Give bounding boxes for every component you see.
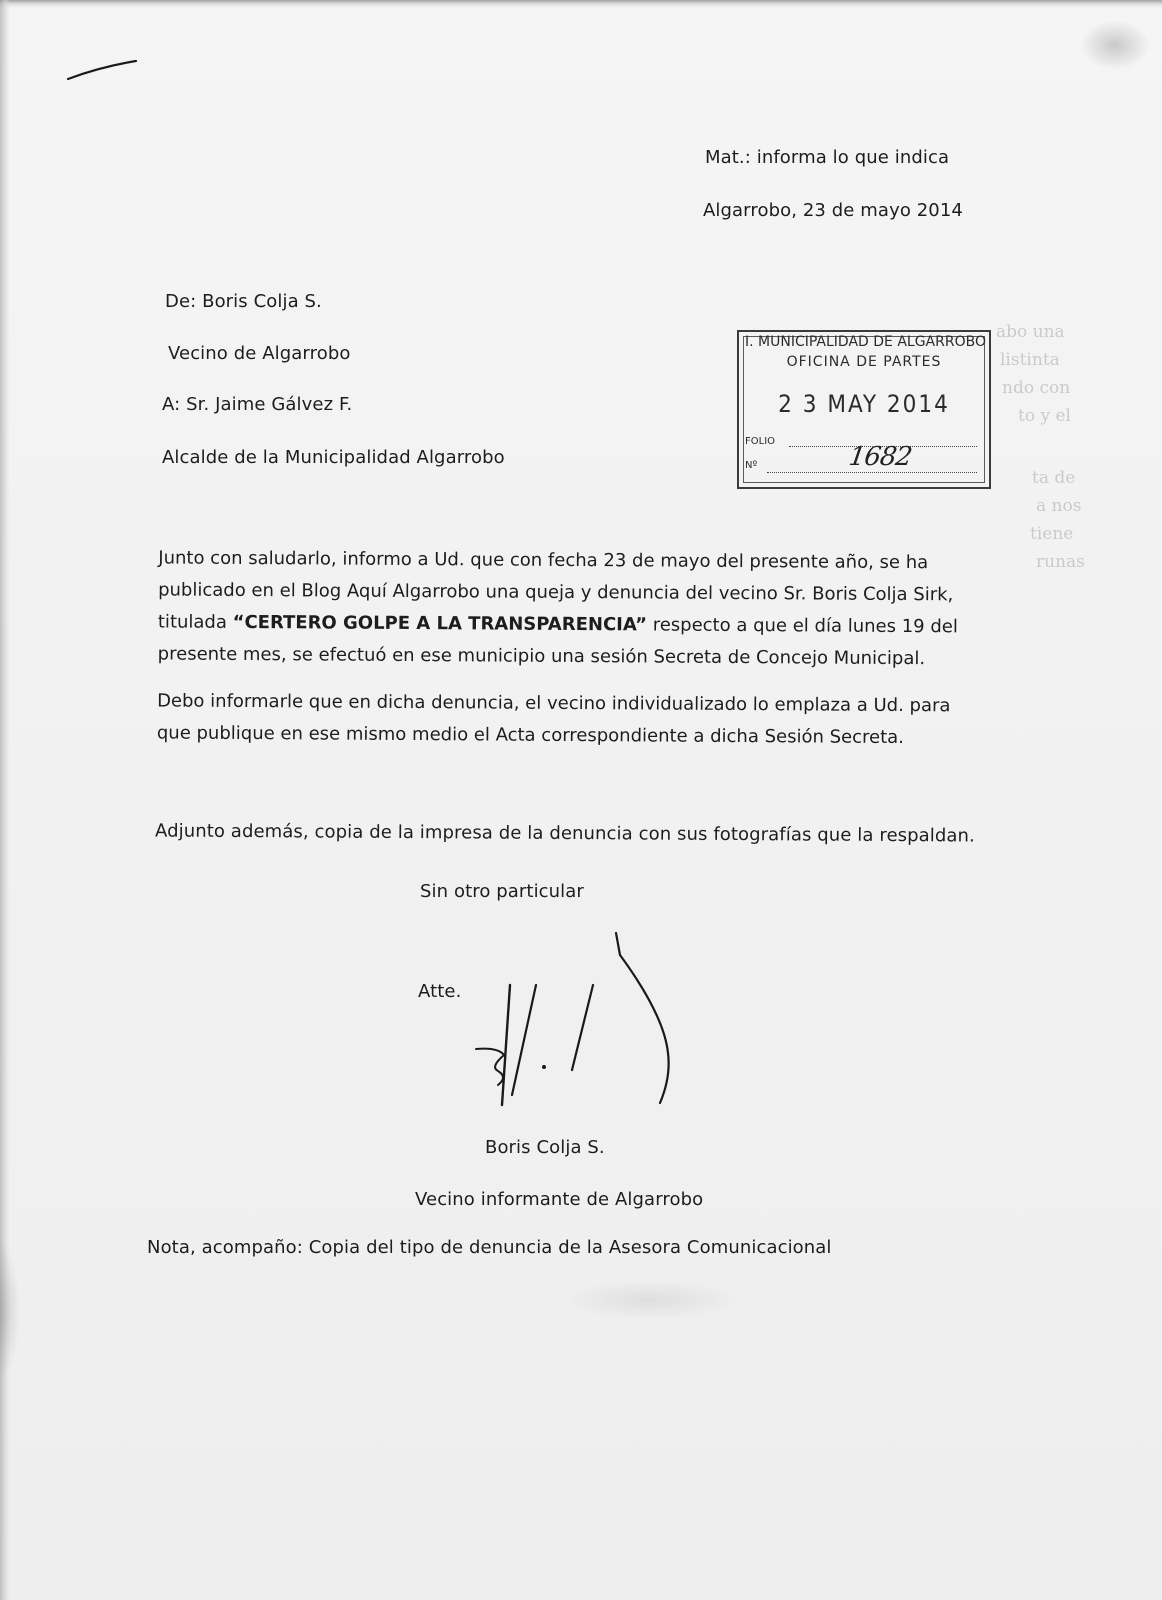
reception-stamp xyxy=(737,330,991,489)
body-paragraph-1 xyxy=(158,542,989,675)
smudge-left xyxy=(0,1240,20,1380)
place-date: Algarrobo, 23 de mayo 2014 xyxy=(703,200,963,221)
smudge-bottom xyxy=(560,1280,740,1320)
blog-post-title: “CERTERO GOLPE A LA TRANSPARENCIA” xyxy=(232,611,648,636)
paragraph-text: respecto a que el día lunes 19 del xyxy=(646,614,958,638)
to-role: Alcalde de la Municipalidad Algarrobo xyxy=(162,447,505,468)
paragraph-line: Junto con saludarlo, informo a Ud. que con fecha 23 de mayo del presente año, se ha xyxy=(158,547,929,574)
bleed-text: ta de xyxy=(1032,468,1076,488)
stamp-number-label: Nº xyxy=(745,460,758,471)
paragraph-line: que publique en ese mismo medio el Acta correspondiente a dicha Sesión Secreta. xyxy=(156,722,904,749)
bleed-text: to y el xyxy=(1018,406,1071,426)
signer-name: Boris Colja S. xyxy=(485,1137,605,1158)
scan-top-edge xyxy=(0,0,1162,8)
bleed-text: runas xyxy=(1036,552,1085,572)
stamp-office: OFICINA DE PARTES xyxy=(786,354,942,370)
body-paragraph-3: Adjunto además, copia de la impresa de la denuncia con sus fotografías que la respaldan. xyxy=(154,820,975,847)
paragraph-line xyxy=(158,606,988,643)
to-line: A: Sr. Jaime Gálvez F. xyxy=(162,394,353,415)
pen-stroke-mark xyxy=(60,55,150,85)
paragraph-line: publicado en el Blog Aquí Algarrobo una queja y denuncia del vecino Sr. Boris Colja Sirk, xyxy=(158,579,954,606)
paragraph-line: presente mes, se efectuó en ese municipio una sesión Secreta de Concejo Municipal. xyxy=(157,643,926,670)
stamp-folio-label: FOLIO xyxy=(745,436,776,447)
closing-phrase: Sin otro particular xyxy=(420,881,584,902)
stamp-handwritten-number: 1682 xyxy=(846,442,914,472)
bleed-text: listinta xyxy=(1000,350,1060,370)
bleed-text: a nos xyxy=(1036,496,1082,516)
bleed-text: ndo con xyxy=(1002,378,1071,398)
smudge-top-right xyxy=(1080,20,1150,70)
handwritten-signature xyxy=(468,925,688,1125)
subject-line: Mat.: informa lo que indica xyxy=(705,147,950,168)
bleed-text: tiene xyxy=(1030,524,1074,544)
paragraph-line: Debo informarle que en dicha denuncia, el vecino individualizado lo emplaza a Ud. para xyxy=(157,690,951,717)
stamp-date: 2 3 MAY 2014 xyxy=(778,390,950,418)
signer-role: Vecino informante de Algarrobo xyxy=(415,1189,704,1210)
attachment-note: Nota, acompaño: Copia del tipo de denuncia de la Asesora Comunicacional xyxy=(147,1237,832,1258)
from-role: Vecino de Algarrobo xyxy=(168,343,351,364)
bleed-text: abo una xyxy=(996,322,1065,342)
from-line: De: Boris Colja S. xyxy=(165,291,322,312)
closing-salutation: Atte. xyxy=(418,981,462,1002)
stamp-institution: I. MUNICIPALIDAD DE ALGARROBO xyxy=(745,334,986,350)
stamp-number-dots xyxy=(767,472,977,473)
body-paragraph-2 xyxy=(157,685,987,754)
paragraph-text: titulada xyxy=(157,611,233,633)
